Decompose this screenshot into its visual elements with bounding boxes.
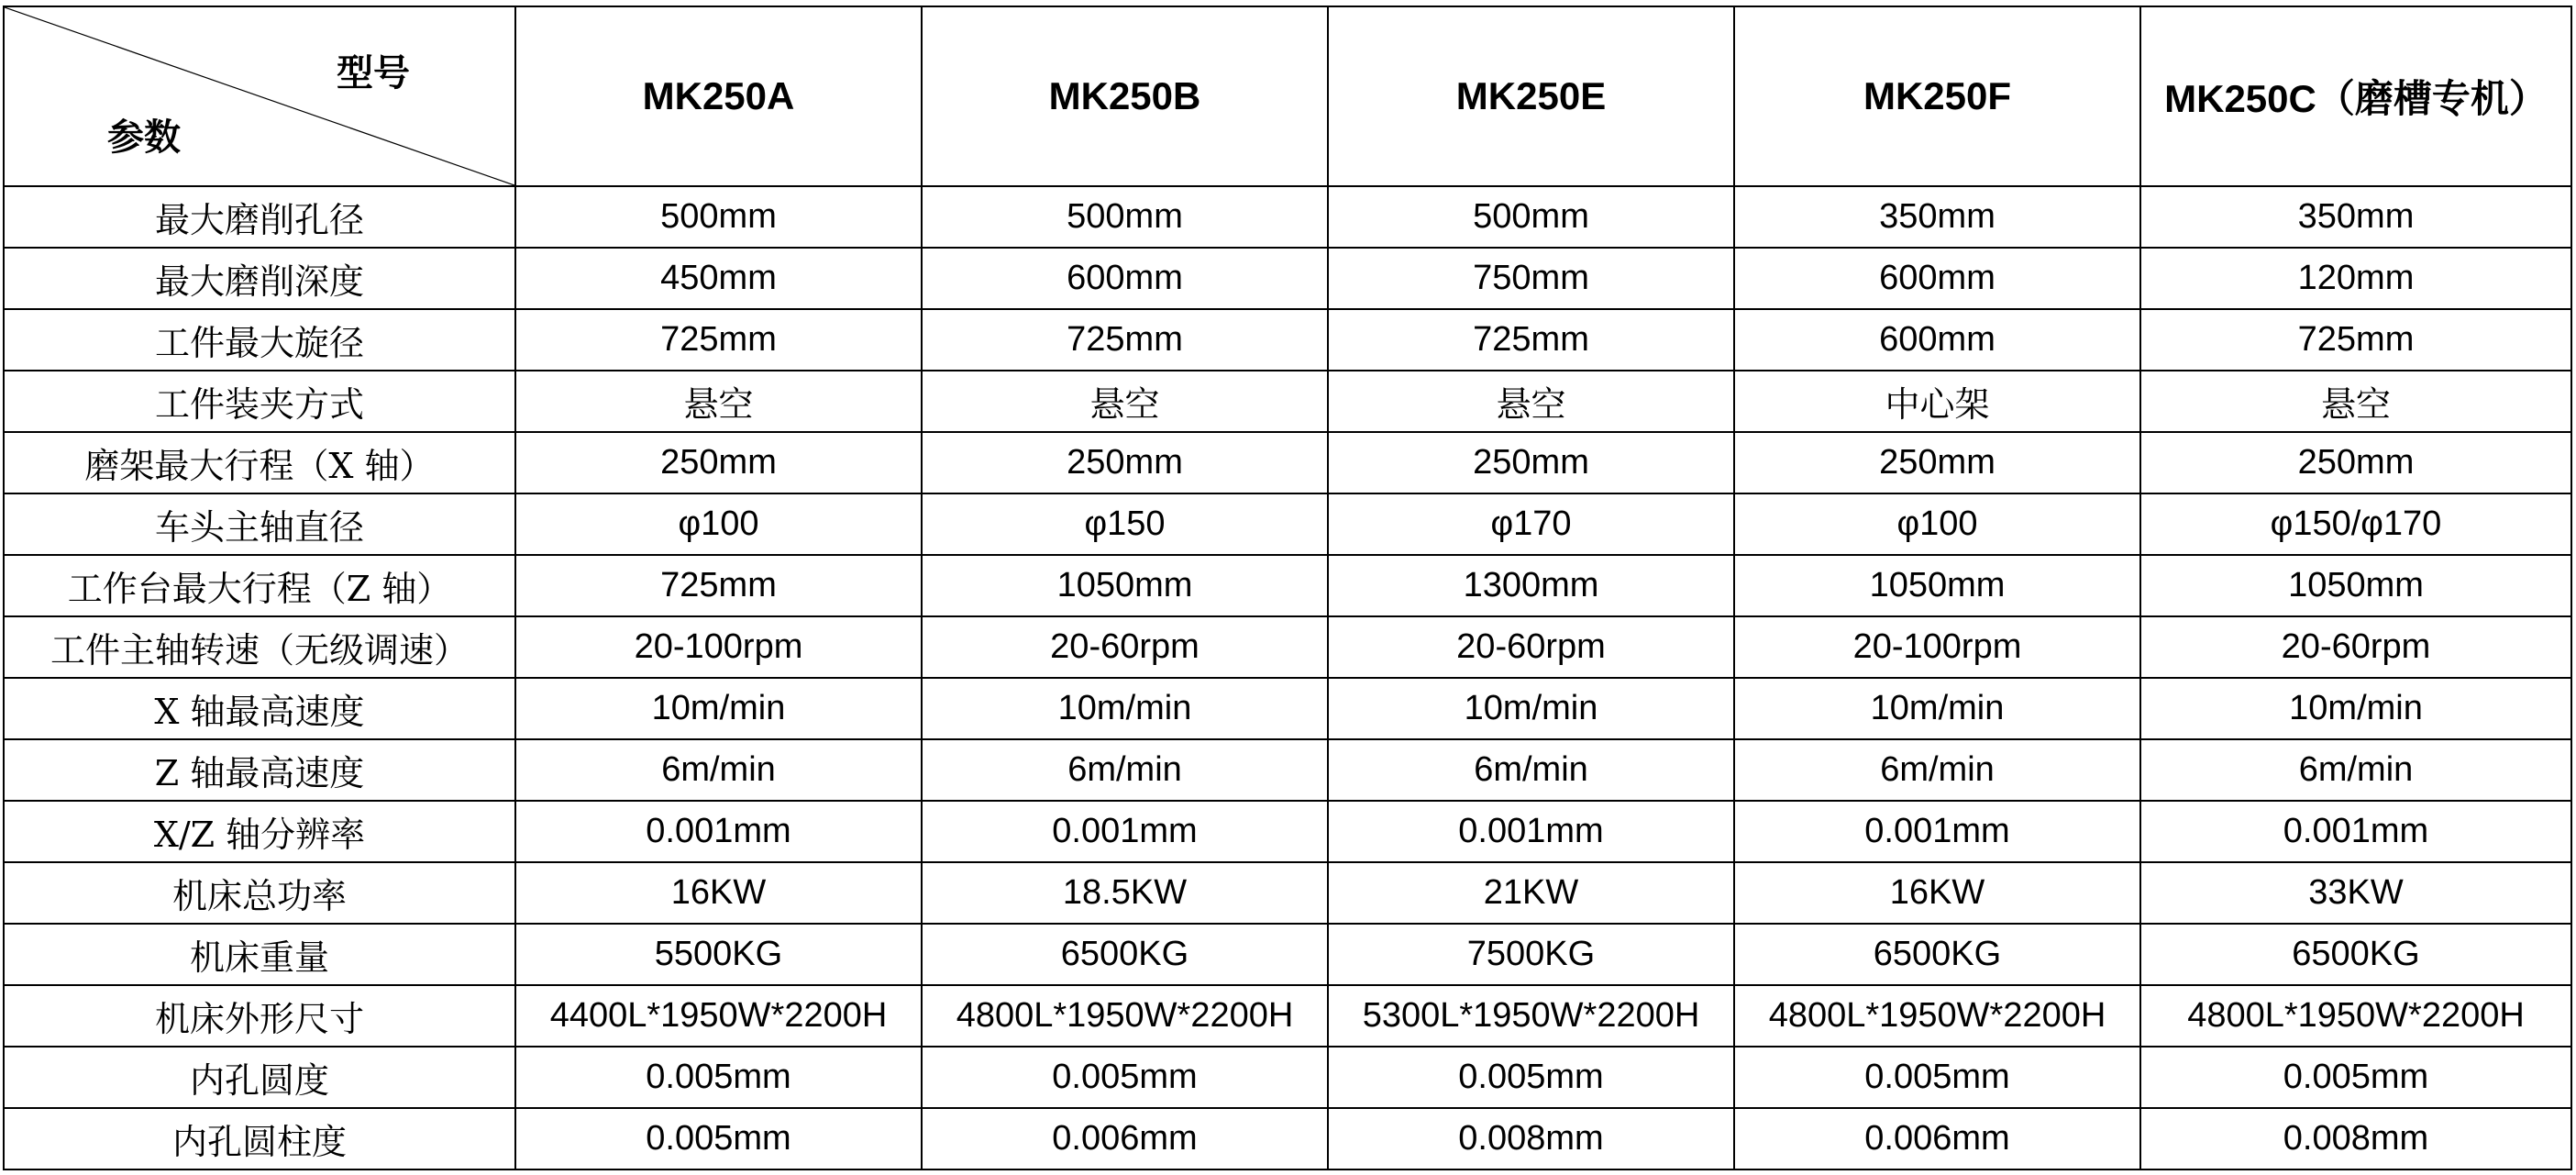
value-cell: 10m/min: [1734, 678, 2140, 739]
value-cell: 250mm: [1328, 432, 1734, 493]
parameter-name-cell: X 轴最高速度: [4, 678, 515, 739]
parameter-name-cell: 内孔圆柱度: [4, 1108, 515, 1169]
table-row: [4, 371, 2571, 432]
table-row: [4, 924, 2571, 985]
value-cell: 5500KG: [515, 924, 922, 985]
value-cell: 0.005mm: [1734, 1047, 2140, 1108]
model-header-mk250e: MK250E: [1328, 6, 1734, 186]
value-cell: 20-60rpm: [1328, 616, 1734, 678]
value-cell: 1050mm: [922, 555, 1328, 616]
table-row: [4, 616, 2571, 678]
value-cell: 725mm: [922, 309, 1328, 371]
header-row: [4, 6, 2571, 186]
value-cell: 0.001mm: [2140, 801, 2571, 862]
value-cell: 18.5KW: [922, 862, 1328, 924]
value-cell: 500mm: [1328, 186, 1734, 248]
value-cell: 4800L*1950W*2200H: [1734, 985, 2140, 1047]
spec-table: [3, 6, 2572, 1170]
spec-table-body: [4, 186, 2571, 1169]
value-cell: 21KW: [1328, 862, 1734, 924]
table-row: [4, 493, 2571, 555]
value-cell: 1050mm: [2140, 555, 2571, 616]
value-cell: 悬空: [2140, 371, 2571, 432]
parameter-name-cell: 机床总功率: [4, 862, 515, 924]
corner-header-cell: [4, 6, 515, 186]
value-cell: 500mm: [922, 186, 1328, 248]
value-cell: 250mm: [1734, 432, 2140, 493]
parameter-name-cell: 工件装夹方式: [4, 371, 515, 432]
value-cell: 10m/min: [2140, 678, 2571, 739]
diagonal-divider: [5, 7, 514, 185]
table-row: [4, 862, 2571, 924]
value-cell: 250mm: [922, 432, 1328, 493]
value-cell: 6m/min: [1734, 739, 2140, 801]
value-cell: φ100: [1734, 493, 2140, 555]
value-cell: 1300mm: [1328, 555, 1734, 616]
value-cell: 250mm: [515, 432, 922, 493]
value-cell: 悬空: [922, 371, 1328, 432]
table-row: [4, 678, 2571, 739]
parameter-name-cell: 工件最大旋径: [4, 309, 515, 371]
value-cell: 0.005mm: [515, 1108, 922, 1169]
value-cell: φ150: [922, 493, 1328, 555]
value-cell: 1050mm: [1734, 555, 2140, 616]
model-header-mk250a: MK250A: [515, 6, 922, 186]
value-cell: 4800L*1950W*2200H: [922, 985, 1328, 1047]
value-cell: 0.001mm: [515, 801, 922, 862]
value-cell: 10m/min: [1328, 678, 1734, 739]
value-cell: 10m/min: [515, 678, 922, 739]
value-cell: 20-60rpm: [922, 616, 1328, 678]
parameter-name-cell: Z 轴最高速度: [4, 739, 515, 801]
value-cell: 350mm: [1734, 186, 2140, 248]
value-cell: 33KW: [2140, 862, 2571, 924]
value-cell: 120mm: [2140, 248, 2571, 309]
parameter-name-cell: 机床重量: [4, 924, 515, 985]
table-row: [4, 801, 2571, 862]
value-cell: φ170: [1328, 493, 1734, 555]
value-cell: 600mm: [922, 248, 1328, 309]
parameter-name-cell: X/Z 轴分辨率: [4, 801, 515, 862]
corner-label-parameter: 参数: [107, 117, 181, 158]
parameter-name-cell: 最大磨削深度: [4, 248, 515, 309]
value-cell: 0.006mm: [1734, 1108, 2140, 1169]
value-cell: 0.005mm: [2140, 1047, 2571, 1108]
value-cell: 6m/min: [1328, 739, 1734, 801]
parameter-name-cell: 最大磨削孔径: [4, 186, 515, 248]
value-cell: 0.005mm: [515, 1047, 922, 1108]
table-row: [4, 432, 2571, 493]
value-cell: 6500KG: [1734, 924, 2140, 985]
corner-label-model: 型号: [337, 53, 410, 94]
value-cell: 20-100rpm: [515, 616, 922, 678]
model-header-mk250f: MK250F: [1734, 6, 2140, 186]
table-row: [4, 248, 2571, 309]
value-cell: 0.008mm: [1328, 1108, 1734, 1169]
value-cell: 750mm: [1328, 248, 1734, 309]
parameter-name-cell: 车头主轴直径: [4, 493, 515, 555]
parameter-name-cell: 机床外形尺寸: [4, 985, 515, 1047]
value-cell: 0.006mm: [922, 1108, 1328, 1169]
value-cell: 725mm: [2140, 309, 2571, 371]
value-cell: 16KW: [515, 862, 922, 924]
value-cell: 600mm: [1734, 248, 2140, 309]
value-cell: 0.001mm: [1328, 801, 1734, 862]
value-cell: 0.001mm: [1734, 801, 2140, 862]
value-cell: 0.001mm: [922, 801, 1328, 862]
parameter-name-cell: 磨架最大行程（X 轴）: [4, 432, 515, 493]
table-row: [4, 985, 2571, 1047]
value-cell: 6m/min: [515, 739, 922, 801]
value-cell: 350mm: [2140, 186, 2571, 248]
value-cell: 6500KG: [2140, 924, 2571, 985]
value-cell: 悬空: [1328, 371, 1734, 432]
value-cell: 10m/min: [922, 678, 1328, 739]
model-header-mk250c: MK250C（磨槽专机）: [2140, 6, 2571, 186]
table-row: [4, 1047, 2571, 1108]
value-cell: 6m/min: [922, 739, 1328, 801]
value-cell: 0.008mm: [2140, 1108, 2571, 1169]
value-cell: φ100: [515, 493, 922, 555]
table-row: [4, 309, 2571, 371]
value-cell: 4800L*1950W*2200H: [2140, 985, 2571, 1047]
table-row: [4, 1108, 2571, 1169]
value-cell: 中心架: [1734, 371, 2140, 432]
model-header-mk250b: MK250B: [922, 6, 1328, 186]
value-cell: 600mm: [1734, 309, 2140, 371]
value-cell: 20-60rpm: [2140, 616, 2571, 678]
value-cell: 6m/min: [2140, 739, 2571, 801]
value-cell: 0.005mm: [922, 1047, 1328, 1108]
value-cell: 5300L*1950W*2200H: [1328, 985, 1734, 1047]
table-row: [4, 555, 2571, 616]
value-cell: 7500KG: [1328, 924, 1734, 985]
value-cell: 6500KG: [922, 924, 1328, 985]
value-cell: 0.005mm: [1328, 1047, 1734, 1108]
value-cell: 20-100rpm: [1734, 616, 2140, 678]
value-cell: 725mm: [1328, 309, 1734, 371]
value-cell: 500mm: [515, 186, 922, 248]
table-row: [4, 186, 2571, 248]
parameter-name-cell: 工件主轴转速（无级调速）: [4, 616, 515, 678]
table-row: [4, 739, 2571, 801]
parameter-name-cell: 工作台最大行程（Z 轴）: [4, 555, 515, 616]
value-cell: 4400L*1950W*2200H: [515, 985, 922, 1047]
value-cell: 16KW: [1734, 862, 2140, 924]
value-cell: 250mm: [2140, 432, 2571, 493]
value-cell: 450mm: [515, 248, 922, 309]
value-cell: 悬空: [515, 371, 922, 432]
value-cell: 725mm: [515, 309, 922, 371]
parameter-name-cell: 内孔圆度: [4, 1047, 515, 1108]
value-cell: 725mm: [515, 555, 922, 616]
value-cell: φ150/φ170: [2140, 493, 2571, 555]
